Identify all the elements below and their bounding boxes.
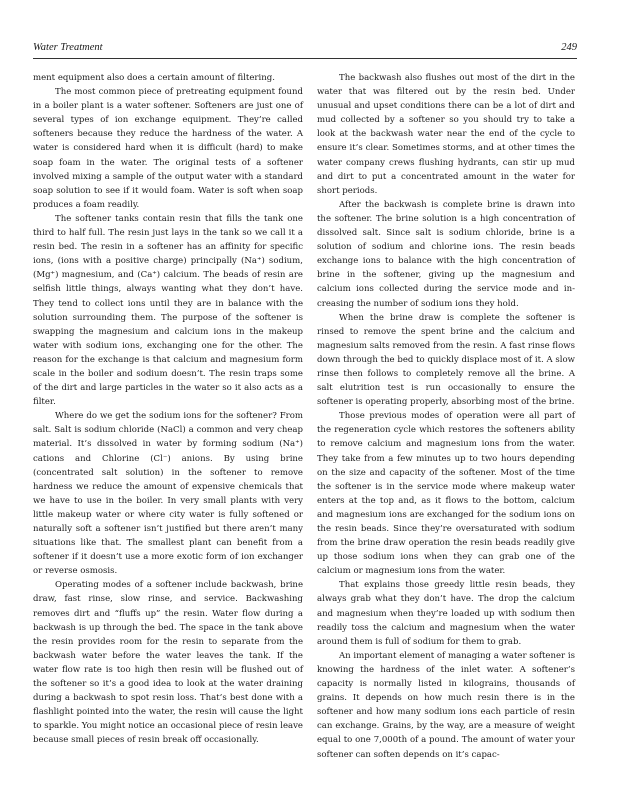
paragraph: The softener tanks contain resin that fills the tank one third to half full. The resin just lays in the tank so we call it a resin bed. The resin in a softener has an affinity for specific ions, (ions with a positive charge) principally (Na⁺) sodium, (Mg⁺) magnesium, and (Ca⁺) calcium. The beads of resin are selfish little things, always wanting what they don’t have. They tend to collect ions until they are in balance with the solution surrounding them. The purpose of the softener is swapping the magnesium and calcium ions in the makeup water with sodium ions, exchanging one for the other. The reason for the exchange is that calcium and magnesium form scale in the boiler and sodium doesn’t. The resin traps some of the dirt and large particles in the water so it also acts as a filter. (33, 213, 303, 408)
paragraph: Those previous modes of operation were all part of the regeneration cycle which restores the softeners ability to remove calcium and magnesium ions from the water. They take from a few minutes up to two hours depending on the size and capacity of the softener. Most of the time the softener is in the service mode where makeup water enters at the top and, as it flows to the bottom, calcium and magnesium ions are exchanged for the sodium ions on the resin beads. Since they’re oversaturated with sodium from the brine draw operation the resin beads readily give up those sodium ions when they can grab one of the calcium or magnesium ions from the water. (317, 411, 575, 577)
running-header (33, 42, 577, 56)
right-column (317, 71, 575, 762)
paragraph: After the backwash is complete brine is drawn into the softener. The brine solution is a high concentration of dissolved salt. Since salt is sodium chloride, brine is a solution of sodium and chlorine ions. The resin beads exchange ions to balance with the high concentration of brine in the softener, giving up the magnesium and calcium ions collected during the service mode and increasing the number of sodium ions they hold. (317, 199, 575, 309)
header-title: Water Treatment (33, 42, 103, 53)
paragraph: Where do we get the sodium ions for the softener? From salt. Salt is sodium chloride (NaCl) a common and very cheap material. It’s dissolved in water by forming sodium (Na⁺) cations and Chlorine (Cl⁻) anions. By using brine (concentrated salt solution) in the softener to remove hardness we reduce the amount of expensive chemicals that we have to use in the boiler. In very small plants with very little makeup water or where city water is fully softened or naturally soft a softener isn’t justified but there aren’t many situations like that. The smallest plant can benefit from a softener if it doesn’t use a more exotic form of ion exchanger or reverse osmosis. (33, 411, 303, 577)
paragraph: That explains those greedy little resin beads, they always grab what they don’t have. The drop the calcium and magnesium when they’re loaded up with sodium then readily toss the calcium and magnesium when the water around them is full of sodium for them to grab. (317, 580, 575, 647)
paragraph: ment equipment also does a certain amount of filtering. (33, 73, 275, 83)
paragraph: The backwash also flushes out most of the dirt in the water that was filtered out by the resin bed. Under unusual and upset conditions there can be a lot of dirt and mud collected by a softener so you should try to take a look at the backwash water near the end of the cycle to ensure it’s clear. Sometimes storms, and at other times the water company crews flushing hydrants, can stir up mud and dirt to put a concentrated amount in the water for short periods. (317, 73, 575, 196)
paragraph: Operating modes of a softener include backwash, brine draw, fast rinse, slow rinse, and service. Backwashing removes dirt and “fluffs up” the resin. Water flow during a backwash is up through the bed. The space in the tank above the resin provides room for the resin to separate from the backwash water before the water leaves the tank. If the water flow rate is too high then resin will be flushed out of the softener so it’s a good idea to look at the water draining during a backwash to spot resin loss. That’s best done with a flashlight pointed into the water, the resin will cause the light to sparkle. You might notice an occasional piece of resin leave because small pieces of resin break off occasionally. (33, 580, 303, 746)
paragraph: When the brine draw is complete the softener is rinsed to remove the spent brine and the calcium and magnesium salts removed from the resin. A fast rinse flows down through the bed to quickly displace most of it. A slow rinse then follows to completely remove all the brine. A salt elutrition test is run occasionally to ensure the softener is operating properly, absorbing most of the brine. (317, 312, 575, 408)
header-rule (33, 58, 577, 59)
left-column (33, 71, 303, 748)
paragraph: The most common piece of pretreating equipment found in a boiler plant is a water softener. Softeners are just one of several types of ion exchange equipment. They’re called softeners because they reduce the hardness of the water. A water is considered hard when it is difficult (hard) to make soap foam in the water. The original tests of a softener involved mixing a sample of the output water with a standard soap solution to see if it would foam. Water is soft when soap produces a foam readily. (33, 87, 303, 210)
page-number: 249 (561, 42, 577, 53)
paragraph: An important element of managing a water softener is knowing the hardness of the inlet water. A softener’s capacity is normally listed in kilograins, thousands of grains. It depends on how much resin there is in the softener and how many sodium ions each particle of resin can exchange. Grains, by the way, are a measure of weight equal to one 7,000th of a pound. The amount of water your softener can soften depends on it’s capac- (317, 650, 575, 760)
